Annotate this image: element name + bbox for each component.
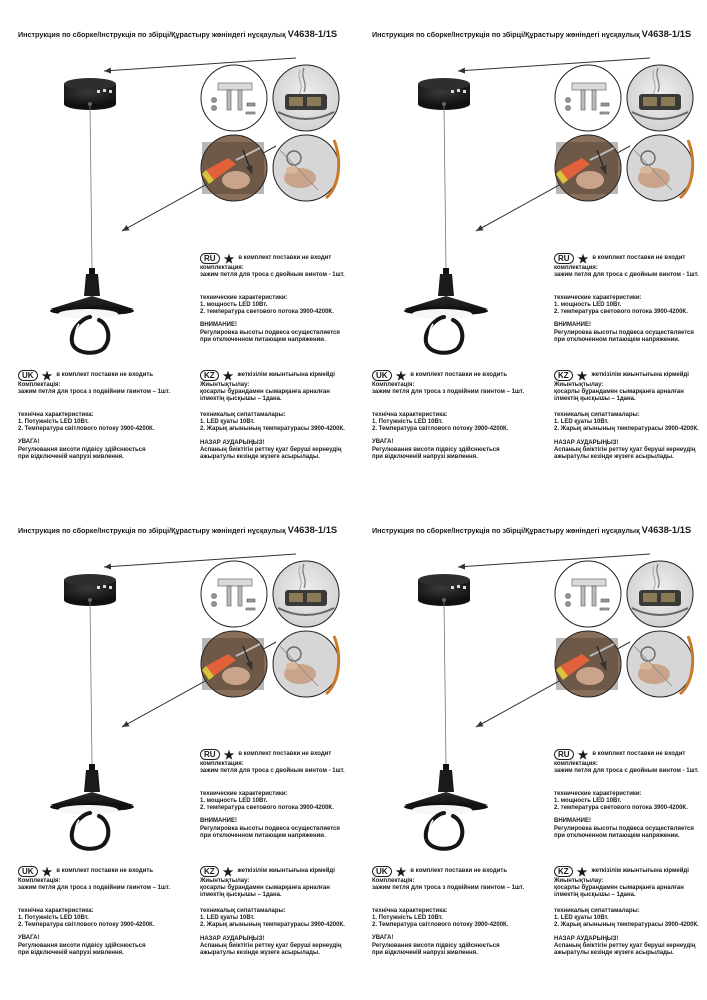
instruction-title: Инструкция по сборке/Інструкція по збірці/Құрастыру жөніндегі нұсқаулық V4638-1/1S [372, 524, 692, 535]
kz-badge: KZ [554, 866, 573, 877]
instruction-panel [0, 0, 353, 500]
star-icon: ★ [222, 368, 234, 383]
uk-badge: UK [18, 866, 38, 877]
star-icon: ★ [223, 251, 235, 266]
star-icon: ★ [223, 747, 235, 762]
star-icon: ★ [395, 368, 407, 383]
star-icon: ★ [576, 864, 588, 879]
ru-badge: RU [200, 749, 220, 760]
star-icon: ★ [577, 251, 589, 266]
kz-badge: KZ [200, 370, 219, 381]
uk-section: UK ★ в комплект поставки не входить Комплектація: зажим петля для троса з подвійним гвинтом – 1шт. технічна характеристика: 1. Потужність LED 10Вт. 2. Температура світлового потоку 3900-4200К. УВАГА! Регулювання висоти підвісу здійснюється при відключеній напрузі живлення. [18, 368, 171, 460]
instruction-title: Инструкция по сборке/Інструкція по збірці/Құрастыру жөніндегі нұсқаулық V4638-1/1S [18, 28, 338, 39]
star-icon: ★ [576, 368, 588, 383]
kz-badge: KZ [554, 370, 573, 381]
uk-badge: UK [372, 370, 392, 381]
ru-section: RU ★ в комплект поставки не входит комплектация: зажим петля для троса с двойным винтом - 1шт. технические характеристики: 1. мощность LED 10Вт. 2. температура светового потока 3900-4200К. ВНИМАНИЕ! Регулировка высоты подвеса осуществляется при отключенном питающем напряжении. [554, 747, 699, 839]
ru-section: RU ★ в комплект поставки не входит комплектация: зажим петля для троса с двойным винтом - 1шт. технические характеристики: 1. мощность LED 10Вт. 2. температура светового потока 3900-4200К. ВНИМАНИЕ! Регулировка высоты подвеса осуществляется при отключенном питающем напряжении. [200, 747, 345, 839]
instruction-panel [0, 496, 353, 996]
kz-section: KZ ★ жеткізілім жиынтығына кірмейді Жиынтықтылау: қосарлы бұрандамен сымарқанға арналған ілмектің қысқышы – 1дана. техникалық сипаттамалары: 1. LED қуаты 10Вт. 2. Жарық ағынының температурасы 3900-4200К. НАЗАР АУДАРЫҢЫЗ! Аспаның биіктігін реттеу қуат беруші кернеудің ажыратулы кезінде жүзеге асырылады. [554, 864, 699, 956]
ru-badge: RU [554, 749, 574, 760]
ru-section: RU ★ в комплект поставки не входит комплектация: зажим петля для троса с двойным винтом - 1шт. технические характеристики: 1. мощность LED 10Вт. 2. температура светового потока 3900-4200К. ВНИМАНИЕ! Регулировка высоты подвеса осуществляется при отключенном питающем напряжении. [554, 251, 699, 343]
kz-section: KZ ★ жеткізілім жиынтығына кірмейді Жиынтықтылау: қосарлы бұрандамен сымарқанға арналған ілмектің қысқышы – 1дана. техникалық сипаттамалары: 1. LED қуаты 10Вт. 2. Жарық ағынының температурасы 3900-4200К. НАЗАР АУДАРЫҢЫЗ! Аспаның биіктігін реттеу қуат беруші кернеудің ажыратулы кезінде жүзеге асырылады. [200, 368, 345, 460]
instruction-title: Инструкция по сборке/Інструкція по збірці/Құрастыру жөніндегі нұсқаулық V4638-1/1S [372, 28, 692, 39]
uk-badge: UK [372, 866, 392, 877]
kz-section: KZ ★ жеткізілім жиынтығына кірмейді Жиынтықтылау: қосарлы бұрандамен сымарқанға арналған ілмектің қысқышы – 1дана. техникалық сипаттамалары: 1. LED қуаты 10Вт. 2. Жарық ағынының температурасы 3900-4200К. НАЗАР АУДАРЫҢЫЗ! Аспаның биіктігін реттеу қуат беруші кернеудің ажыратулы кезінде жүзеге асырылады. [200, 864, 345, 956]
instruction-title: Инструкция по сборке/Інструкція по збірці/Құрастыру жөніндегі нұсқаулық V4638-1/1S [18, 524, 338, 535]
star-icon: ★ [577, 747, 589, 762]
uk-section: UK ★ в комплект поставки не входить Комплектація: зажим петля для троса з подвійним гвинтом – 1шт. технічна характеристика: 1. Потужність LED 10Вт. 2. Температура світлового потоку 3900-4200К. УВАГА! Регулювання висоти підвісу здійснюється при відключеній напрузі живлення. [372, 864, 525, 956]
star-icon: ★ [41, 368, 53, 383]
ru-section: RU ★ в комплект поставки не входит комплектация: зажим петля для троса с двойным винтом - 1шт. технические характеристики: 1. мощность LED 10Вт. 2. температура светового потока 3900-4200К. ВНИМАНИЕ! Регулировка высоты подвеса осуществляется при отключенном питающем напряжении. [200, 251, 345, 343]
star-icon: ★ [41, 864, 53, 879]
uk-section: UK ★ в комплект поставки не входить Комплектація: зажим петля для троса з подвійним гвинтом – 1шт. технічна характеристика: 1. Потужність LED 10Вт. 2. Температура світлового потоку 3900-4200К. УВАГА! Регулювання висоти підвісу здійснюється при відключеній напрузі живлення. [372, 368, 525, 460]
uk-badge: UK [18, 370, 38, 381]
kz-badge: KZ [200, 866, 219, 877]
ru-badge: RU [200, 253, 220, 264]
star-icon: ★ [222, 864, 234, 879]
kz-section: KZ ★ жеткізілім жиынтығына кірмейді Жиынтықтылау: қосарлы бұрандамен сымарқанға арналған ілмектің қысқышы – 1дана. техникалық сипаттамалары: 1. LED қуаты 10Вт. 2. Жарық ағынының температурасы 3900-4200К. НАЗАР АУДАРЫҢЫЗ! Аспаның биіктігін реттеу қуат беруші кернеудің ажыратулы кезінде жүзеге асырылады. [554, 368, 699, 460]
star-icon: ★ [395, 864, 407, 879]
instruction-panel [354, 0, 707, 500]
ru-badge: RU [554, 253, 574, 264]
instruction-panel [354, 496, 707, 996]
uk-section: UK ★ в комплект поставки не входить Комплектація: зажим петля для троса з подвійним гвинтом – 1шт. технічна характеристика: 1. Потужність LED 10Вт. 2. Температура світлового потоку 3900-4200К. УВАГА! Регулювання висоти підвісу здійснюється при відключеній напрузі живлення. [18, 864, 171, 956]
